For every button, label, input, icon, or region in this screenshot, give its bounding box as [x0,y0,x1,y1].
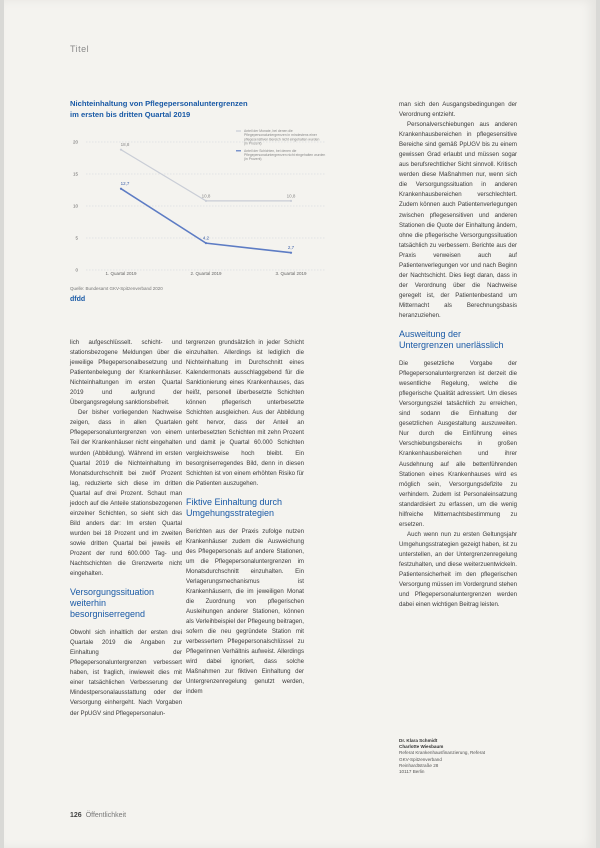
subheading: Ausweitung der Untergrenzen unerlässlich [399,329,504,351]
data-point [120,188,122,190]
subheading: Fiktive Einhaltung durch Umgehungsstrategien [186,496,283,518]
data-label: 10,8 [286,193,296,199]
author-name: Dr. Klara Schmidt [399,738,438,743]
chart-title: Nichteinhaltung von Pflegepersonaluntergrenzen im ersten bis dritten Quartal 2019 [70,99,248,119]
data-label: 12,7 [120,181,130,187]
chart-grid [86,142,326,270]
column-1 [70,338,182,719]
x-tick-label: 1. Quartal 2019 [105,271,137,276]
y-tick-labels [73,140,79,273]
y-tick-label: 10 [72,203,78,209]
page-footer [70,812,126,819]
section-header: Titel [70,44,90,54]
column-2 [186,338,304,698]
author-line: Reinhardtstraße 28 [399,762,439,768]
x-tick-labels [105,271,307,276]
subheading: Versorgungssituation weiterhin besorgniserregend [70,587,155,620]
chart-legend [236,129,325,161]
data-point [205,242,207,244]
author-line: 10117 Berlin [399,769,425,775]
data-labels [121,142,296,250]
author-box [399,738,519,775]
paragraph: Der bisher vorliegenden Nachweise zeigen, dass in allen Quartalen Pflegepersonaluntergrenzen von einem Teil der Krankenhäuser nicht eingehalten wurden (Abbildung). Während im ersten Quartal 2019 die Nichteinhaltung im Monatsdurchschnitt bei zwölf Prozent lag, reduzierte sich diese im dritten Quartal auf drei Prozent. Schaut man jedoch auf die Anteile stationsbezogenen einzelner Schichten, so sieht sich das Bild anders dar: Im ersten Quartal wurden bei 18 Prozent und im zweiten sowie dritten Quartal bei jeweils elf Prozent der rund 600.000 Tag- und Nachtschichten die Grenzwerte nicht eingehalten. [70,409,182,578]
data-point [290,252,292,254]
paragraph: tergrenzen grundsätzlich in jeder Schicht einzuhalten. Allerdings ist lediglich die Nichteinhaltung im Durchschnitt eines Kalendermonats ausschlaggebend für die Sanktionierung eines Krankenhauses, das heißt, personell überbesetzte Schichten können pflegerisch unterbesetzte Schichten ausgleichen. Aus der Abbildung geht hervor, dass der Anteil an unterbesetzten Schichten mit zehn Prozent und damit je Quartal 60.000 Schichten vergleichsweise hoch bleibt. Ein besorgniserregendes Bild, denn in diesen Schichten ist von einem erhöhten Risiko für die Patienten auszugehen. [186,339,304,487]
author-line: GKV-Spitzenverband [399,756,442,762]
page-number: 126 [70,812,82,819]
x-tick-label: 2. Quartal 2019 [190,271,222,276]
y-tick-label: 0 [75,267,78,273]
y-tick-label: 15 [72,171,78,177]
magazine-name: Öffentlichkeit [85,812,127,819]
data-label: 4,2 [202,235,210,241]
chart-logo: dfdd [70,296,86,303]
line-chart [64,122,334,282]
paragraph: man sich den Ausgangsbedingungen der Verordnung entzieht. [399,101,517,119]
data-label: 18,8 [120,142,130,148]
y-tick-label: 20 [72,139,78,145]
paragraph: Auch wenn nun zu ersten Geltungsjahr Umgehungsstrategien gezeigt haben, ist zu unterstellen, an der Untergrenzenregelung festzuhalten, und diese weiterzuentwickeln. Patientensicherheit im den pflegerischen Versorgung müssen im Vordergrund stehen und Pflegepersonaluntergrenzen werden dabei einen wichtigen Beitrag leisten. [399,530,517,609]
data-point [290,200,292,202]
data-point [205,200,207,202]
paragraph: lich aufgeschlüsselt. schicht- und stationsbezogene Meldungen über die jeweilige Pflegepersonalbesetzung und Patientenbelegung der Krankenhäuser. Nichteinhaltungen im ersten Quartal 2019 und aufgrund der Übergangsregelung sanktionsbefreit. [70,339,182,407]
data-label: 2,7 [287,245,295,251]
data-point [120,149,122,151]
paragraph: Obwohl sich inhaltlich der ersten drei Quartale 2019 die Angaben zur Einhaltung der Pflegepersonaluntergrenzen verbessert haben, ist fraglich, inwieweit dies mit einer tatsächlichen Verbesserung der Mindestpersonalausstattung oder der Versorgung einhergeht. Nach Vorgaben der PpUGV sind Pflegepersonalun- [70,629,182,717]
paragraph: Berichten aus der Praxis zufolge nutzen Krankenhäuser zudem die Ausweichung des Pflegepersonals auf andere Stationen, um die Pflegepersonaluntergrenzen im Monatsdurchschnitt einzuhalten. Ein Verlagerungsmechanismus ist Krankenhäusern, die im jeweiligen Monat die Zuordnung von pflegerischen Ausleihungen anderer Stationen, können als Verleihbeispiel der Pflegeung beitragen, sofern die neu gegründete Station mit verbessertem Pflegepersonalschlüssel zu Pflegerinnen Verhältnis aufweist. Allerdings wird dabei ignoriert, dass solche Maßnahmen zur fiktiven Einhaltung der Untergrenzenregelung genutzt werden, indem [186,527,304,696]
paragraph: Personalverschiebungen aus anderen Krankenhausbereichen in pflegesensitive Bereiche sind gemäß PpUGV bis zu einem gewissen Grad erlaubt und müssen sogar aus berufsrechtlicher Sicht sinnvoll. Kritisch werden diese Maßnahmen nur, wenn sich die Versorgungssituation in anderen Krankenhausbereichen verschlechtert. Zudem können auch Patientenverlegungen zwischen pflegesensitiven und anderen Stationen die Quote der Einhaltung ändern, ohne die pflegerische Versorgungssituation tatsächlich zu verbessern. Berichte aus der Praxis verweisen auch auf Patientenverlegungen vor und nach Beginn der Nachtschicht. Dies liegt daran, dass in der Verordnung über die Nachweise geregelt ist, der Patientenbestand um Mitternacht als Berechnungsbasis heranzuziehen. [399,121,517,319]
legend-label: Anteil der Monate, bei denen die Pflegepersonaluntergrenzen in mindestens einer pflegesensitiven Bereich nicht eingehalten wurden (in Prozent) [244,129,320,146]
legend-label: Anteil der Schichten, bei denen die Pflegepersonaluntergrenzen nicht eingehalten wurden (in Prozent) [244,148,326,162]
author-line: Referat Krankenhausfinanzierung, Referat [399,750,486,756]
x-tick-label: 3. Quartal 2019 [275,271,307,276]
magazine-page [4,0,596,848]
paragraph: Die gesetzliche Vorgabe der Pflegepersonaluntergrenzen ist derzeit die wesentliche Regelung, welche die pflegerische Qualität adressiert. Um dieses Versorgungsziel tatsächlich zu erreichen, sind sodann die Einhaltung der gesetzlichen Ausgestaltung auszuweiten. Nur durch die Einführung eines Verschiebungsbereichs in großen Krankenhausbereichen und ihrer Ausdehnung auf alle bettenführenden Stationen eines Krankenhauses wird es möglich sein, Versorgungsdefizite zu verhindern. Zudem ist Personaleinsatzung standardisiert zu erfassen, um die wenig hilfreiche Mitternachtsbestimmung zu ersetzen. [399,360,517,528]
column-3 [399,100,517,610]
chart-source: Quelle: Bundesamt GKV-Spitzenverband 2020 [70,286,163,291]
author-name-2: Charlotte Wiesbaum [399,744,444,750]
y-tick-label: 5 [75,235,78,241]
data-label: 10,8 [201,193,211,199]
